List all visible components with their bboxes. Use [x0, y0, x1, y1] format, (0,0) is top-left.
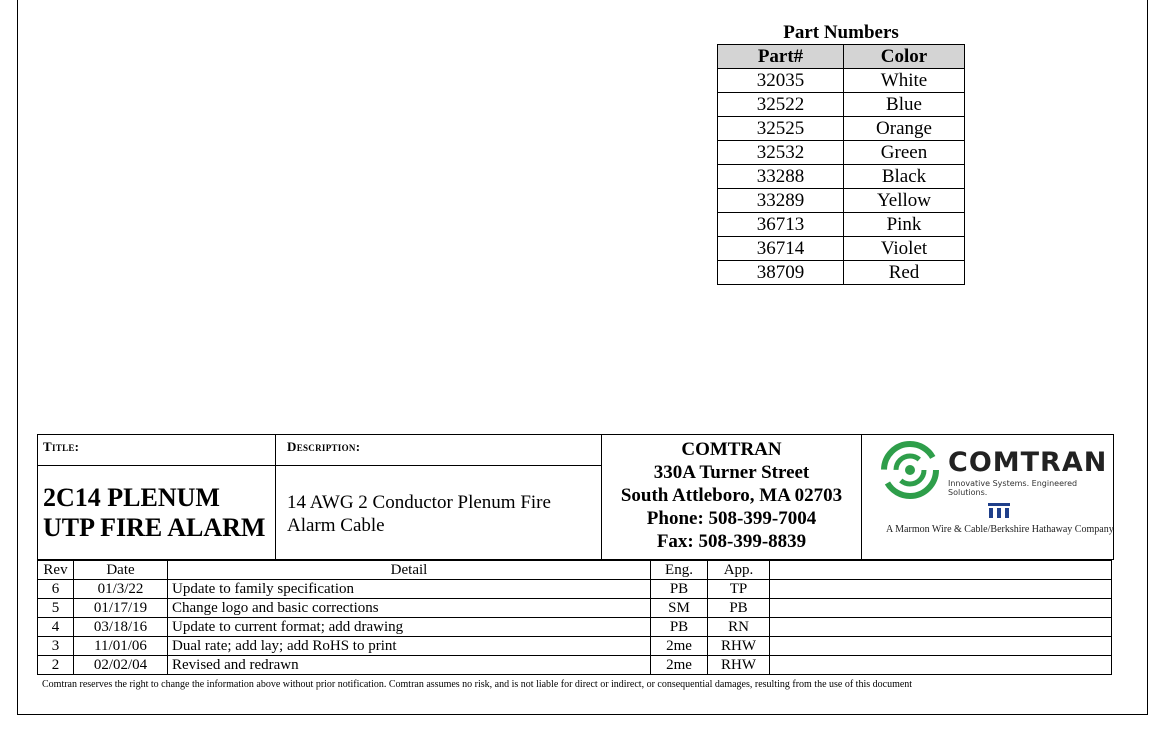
app-cell: RHW	[708, 656, 770, 675]
detail-cell: Change logo and basic corrections	[168, 599, 651, 618]
date-cell: 01/3/22	[74, 580, 168, 599]
eng-cell: PB	[651, 580, 708, 599]
detail-cell: Update to family specification	[168, 580, 651, 599]
revision-notes-blank	[770, 618, 1112, 637]
color-cell: Blue	[844, 93, 965, 117]
logo-tagline: Innovative Systems. Engineered Solutions.	[948, 479, 1078, 497]
part-numbers-header-row	[718, 45, 965, 69]
app-cell: PB	[708, 599, 770, 618]
part-number-cell: 32522	[718, 93, 844, 117]
rev-cell: 2	[38, 656, 74, 675]
rev-cell: 6	[38, 580, 74, 599]
table-row	[38, 637, 1112, 656]
date-cell: 02/02/04	[74, 656, 168, 675]
revision-notes-blank	[770, 561, 1112, 580]
part-number-cell: 33289	[718, 189, 844, 213]
comtran-circle-icon	[879, 441, 941, 499]
title-block	[37, 434, 1114, 560]
product-description: 14 AWG 2 Conductor Plenum Fire Alarm Cable	[287, 492, 551, 536]
rev-cell: 4	[38, 618, 74, 637]
table-row	[718, 141, 965, 165]
legal-disclaimer: Comtran reserves the right to change the information above without prior notification. Comtran assumes no risk, and is not liable for direct or indirect, or consequential damages, resulting from the use of this document	[42, 679, 913, 690]
table-row	[38, 599, 1112, 618]
eng-cell: 2me	[651, 637, 708, 656]
part-number-cell: 33288	[718, 165, 844, 189]
date-cell: 01/17/19	[74, 599, 168, 618]
product-title	[43, 483, 265, 543]
part-number-header: Part#	[718, 45, 844, 69]
detail-cell: Revised and redrawn	[168, 656, 651, 675]
description-label: Description:	[287, 439, 361, 454]
color-cell: Red	[844, 261, 965, 285]
revision-notes-blank	[770, 637, 1112, 656]
table-row	[718, 213, 965, 237]
revision-notes-blank	[770, 656, 1112, 675]
product-title-line-2: UTP FIRE ALARM	[43, 513, 266, 542]
logo-wordmark: COMTRAN	[948, 447, 1108, 478]
color-cell: Yellow	[844, 189, 965, 213]
table-row	[718, 237, 965, 261]
part-number-cell: 32525	[718, 117, 844, 141]
table-row	[718, 165, 965, 189]
color-cell: White	[844, 69, 965, 93]
part-numbers-table	[717, 44, 965, 285]
part-number-cell: 38709	[718, 261, 844, 285]
eng-cell: SM	[651, 599, 708, 618]
color-cell: Black	[844, 165, 965, 189]
part-number-cell: 36714	[718, 237, 844, 261]
product-title-line-1: 2C14 PLENUM	[43, 483, 220, 512]
table-row	[718, 117, 965, 141]
detail-cell: Dual rate; add lay; add RoHS to print	[168, 637, 651, 656]
part-number-cell: 32532	[718, 141, 844, 165]
app-cell: TP	[708, 580, 770, 599]
table-row	[718, 261, 965, 285]
detail-header: Detail	[168, 561, 651, 580]
logo-affiliation: A Marmon Wire & Cable/Berkshire Hathaway Company	[886, 524, 1114, 535]
company-phone: Phone: 508-399-7004	[646, 508, 817, 529]
color-cell: Pink	[844, 213, 965, 237]
part-number-cell: 32035	[718, 69, 844, 93]
company-logo	[862, 435, 1114, 559]
revision-notes-blank	[770, 580, 1112, 599]
title-label: Title:	[43, 439, 80, 454]
table-row	[38, 618, 1112, 637]
table-row	[718, 93, 965, 117]
table-row	[718, 69, 965, 93]
date-cell: 03/18/16	[74, 618, 168, 637]
revision-header-row	[38, 561, 1112, 580]
table-row	[38, 580, 1112, 599]
app-cell: RN	[708, 618, 770, 637]
eng-cell: PB	[651, 618, 708, 637]
color-cell: Orange	[844, 117, 965, 141]
eng-header: Eng.	[651, 561, 708, 580]
marmon-logo-icon	[987, 501, 1011, 519]
color-header: Color	[844, 45, 965, 69]
label-divider	[38, 465, 601, 466]
company-city: South Attleboro, MA 02703	[620, 485, 843, 506]
table-row	[718, 189, 965, 213]
part-numbers-title: Part Numbers	[783, 22, 899, 43]
date-cell: 11/01/06	[74, 637, 168, 656]
app-cell: RHW	[708, 637, 770, 656]
color-cell: Violet	[844, 237, 965, 261]
eng-cell: 2me	[651, 656, 708, 675]
rev-cell: 3	[38, 637, 74, 656]
rev-cell: 5	[38, 599, 74, 618]
rev-header: Rev	[38, 561, 74, 580]
app-header: App.	[708, 561, 770, 580]
company-street: 330A Turner Street	[653, 462, 810, 483]
table-row	[38, 656, 1112, 675]
revision-table	[37, 560, 1112, 675]
date-header: Date	[74, 561, 168, 580]
detail-cell: Update to current format; add drawing	[168, 618, 651, 637]
company-address	[602, 438, 861, 553]
company-name: COMTRAN	[681, 439, 782, 460]
part-number-cell: 36713	[718, 213, 844, 237]
color-cell: Green	[844, 141, 965, 165]
company-fax: Fax: 508-399-8839	[656, 531, 807, 552]
revision-notes-blank	[770, 599, 1112, 618]
title-divider	[275, 435, 276, 559]
